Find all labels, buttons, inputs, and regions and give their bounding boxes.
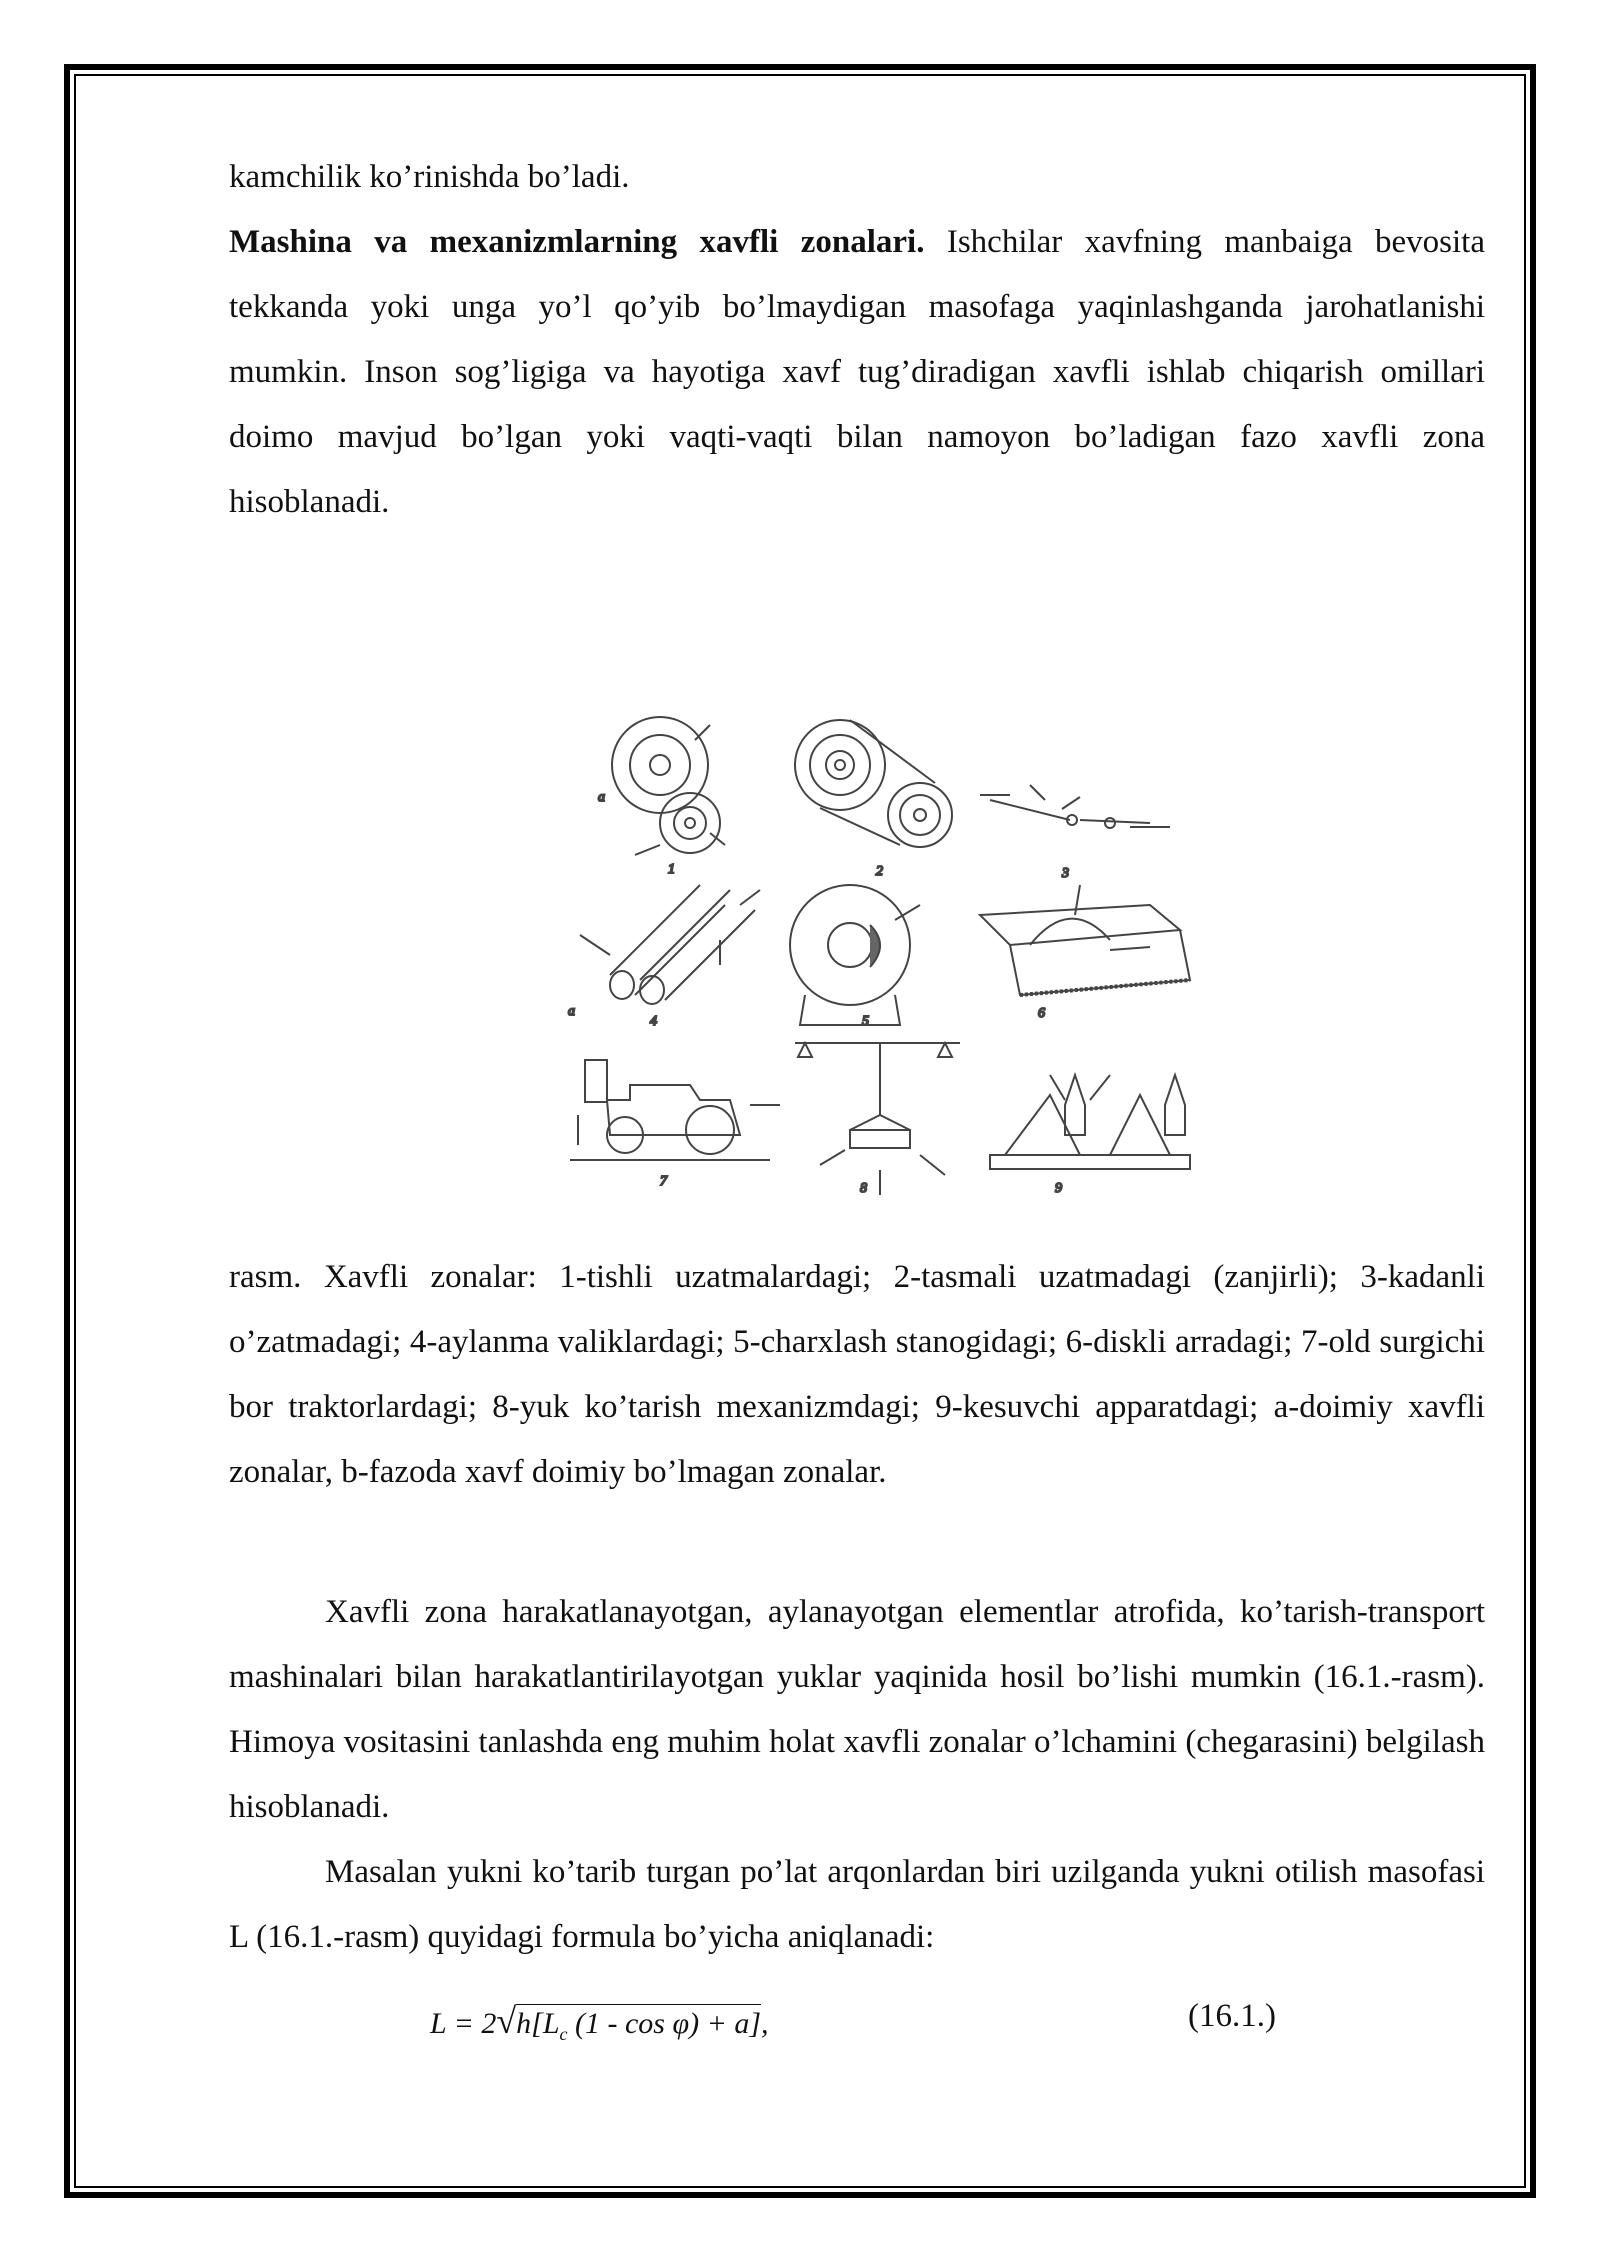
section-text: Ishchilar xavfning manbaiga bevosita tekkanda yoki unga yo’l qo’yib bo’lmaydigan masofaga yaqinlashganda jarohatlanishi mumkin. Inson sog’ligiga va hayotiga xavf tug’diradigan xavfli ishlab chiqarish omillari doimo mavjud bo’lgan yoki vaqti-vaqti bilan namoyon bo’ladigan fazo xavfli zona hisoblanadi. xyxy=(229,224,1485,520)
formula-16-1 xyxy=(430,2000,769,2045)
continuation-line: kamchilik ko’rinishda bo’ladi. xyxy=(229,159,630,195)
figure-label-1: 1 xyxy=(668,862,675,877)
paragraph-hazard-zone: Xavfli zona harakatlanayotgan, aylanayotgan elementlar atrofida, ko’tarish-transport mashinalari bilan harakatlantirilayotgan yuklar yaqinida hosil bo’lishi mumkin (16.1.-rasm). Himoya vositasini tanlashda eng muhim holat xavfli zonalar o’lchamini (chegarasini) belgilash hisoblanadi. xyxy=(229,1594,1485,1825)
figure-caption: rasm. Xavfli zonalar: 1-tishli uzatmalardagi; 2-tasmali uzatmadagi (zanjirli); 3-kadanli o’zatmadagi; 4-aylanma valiklardagi; 5-charxlash stanogidagi; 6-diskli arradagi; 7-old surgichi bor traktorlardagi; 8-yuk ko’tarish mexanizmdagi; 9-kesuvchi apparatdagi; a-doimiy xavfli zonalar, b-fazoda xavf doimiy bo’lmagan zonalar. xyxy=(229,1259,1485,1490)
figure-label-9: 9 xyxy=(1055,1181,1062,1195)
gear-drive-drawing xyxy=(612,717,725,855)
body-text-block xyxy=(229,1580,1485,1970)
formula-radicand: $h[L_c$ (1 - cos φ) + a] xyxy=(516,2004,761,2040)
top-text-block xyxy=(229,145,1485,535)
figure-label-8: 8 xyxy=(860,1181,867,1195)
formula-lhs: L = 2 xyxy=(430,2007,497,2040)
section-paragraph xyxy=(229,210,1485,535)
grinding-wheel-drawing xyxy=(790,885,920,1025)
cutting-apparatus-drawing xyxy=(990,1075,1190,1169)
figure-label-3: 3 xyxy=(1062,866,1069,881)
formula-number: (16.1.) xyxy=(1188,1998,1276,2034)
disk-saw-drawing xyxy=(980,885,1190,995)
linkage-drawing xyxy=(980,785,1170,828)
rollers-drawing xyxy=(580,885,760,1004)
figure-label-6: 6 xyxy=(1038,1006,1045,1021)
figure-label-7: 7 xyxy=(660,1174,667,1189)
lifting-mechanism-drawing xyxy=(795,1043,960,1195)
hazard-zones-figure xyxy=(550,705,1210,1195)
figure-caption-block xyxy=(229,1245,1485,1505)
paragraph-example: Masalan yukni ko’tarib turgan po’lat arqonlardan biri uzilganda yukni otilish masofasi L (16.1.-rasm) quyidagi formula bo’yicha aniqlanadi: xyxy=(229,1854,1485,1955)
figure-label-5: 5 xyxy=(862,1014,869,1029)
figure-label-4: 4 xyxy=(650,1014,657,1029)
belt-drive-drawing xyxy=(795,720,952,847)
formula-trailing-comma: , xyxy=(761,2007,769,2040)
section-heading: Mashina va mexanizmlarning xavfli zonalari. xyxy=(229,224,925,260)
figure-label-2: 2 xyxy=(876,864,883,879)
figure-label-a-mid: a xyxy=(568,1004,575,1019)
sqrt-symbol-icon: √ xyxy=(496,2001,517,2041)
figure-label-a-top: a xyxy=(598,790,605,805)
tractor-drawing xyxy=(570,1060,780,1160)
